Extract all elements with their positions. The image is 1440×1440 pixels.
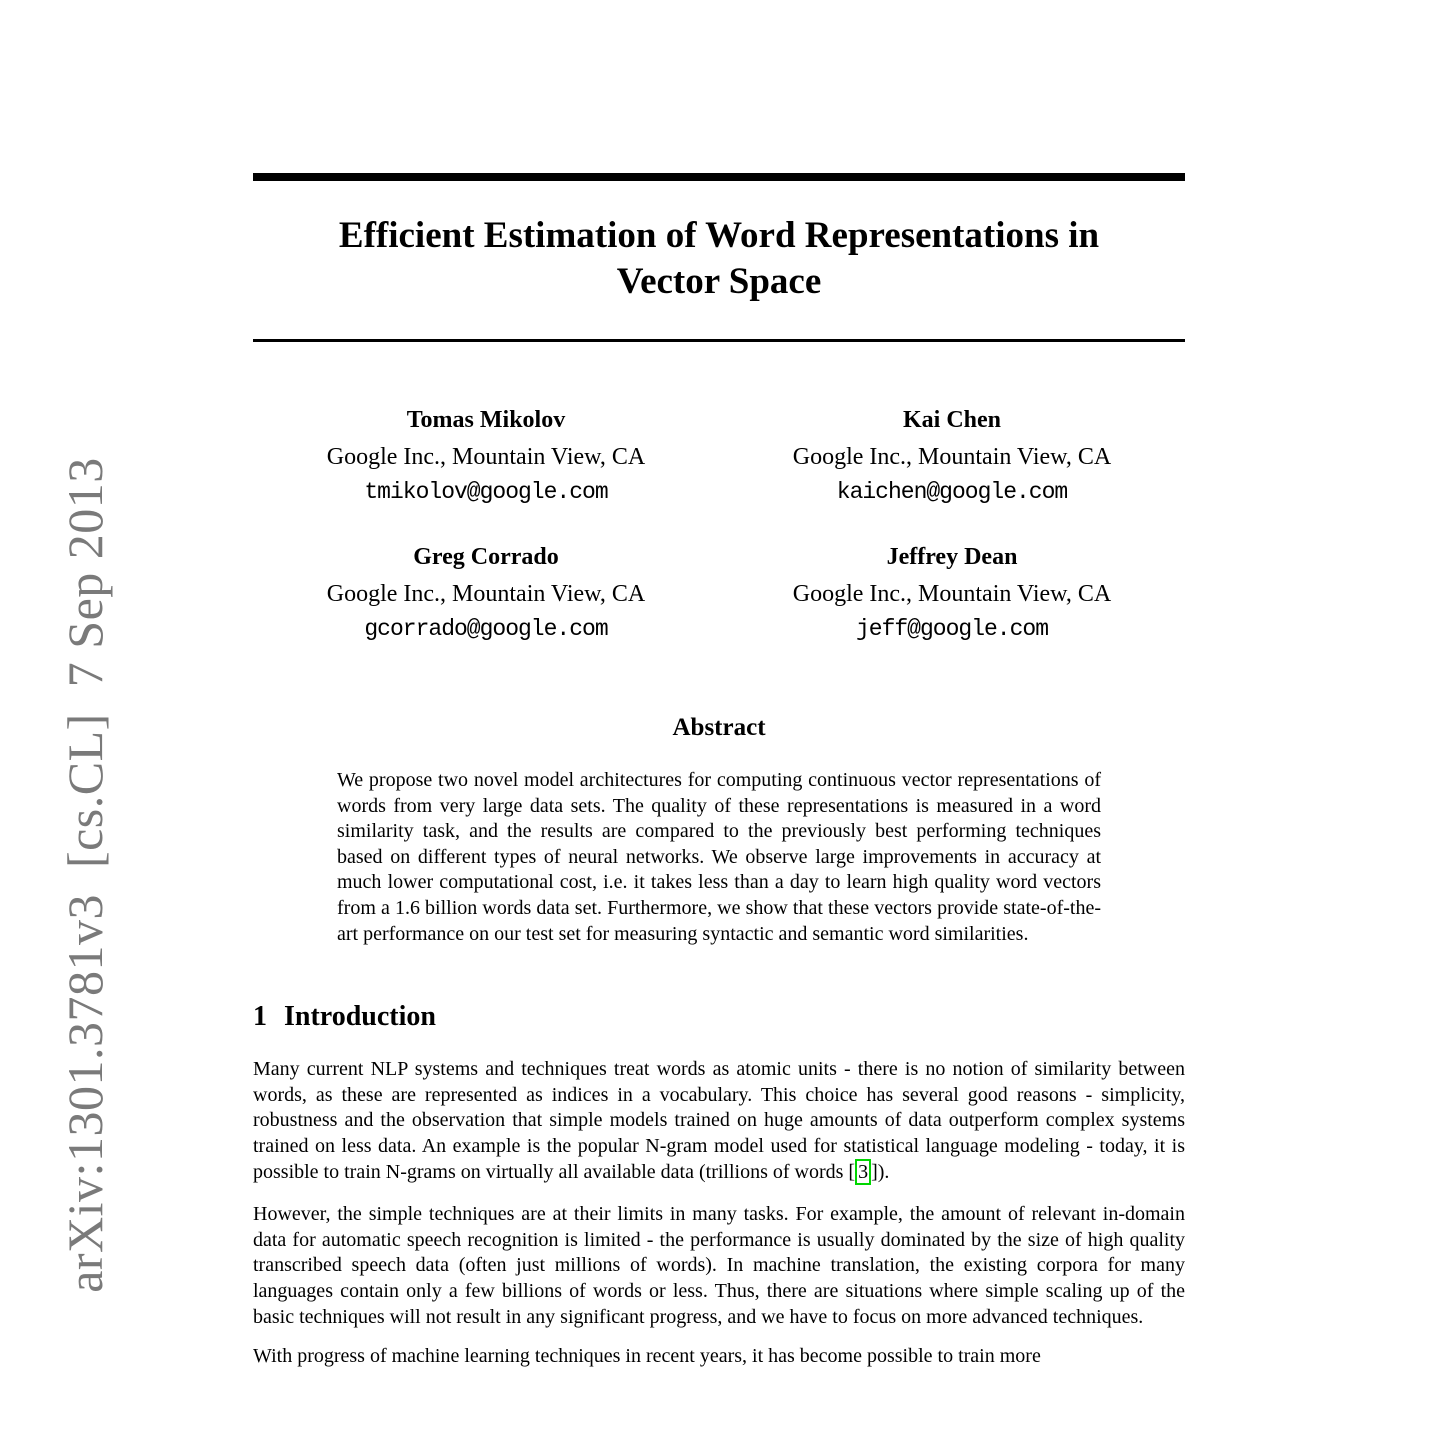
arxiv-watermark: arXiv:1301.3781v3 [cs.CL] 7 Sep 2013 <box>57 457 113 1293</box>
author-name: Tomas Mikolov <box>406 407 566 433</box>
author-block <box>253 543 719 642</box>
author-block <box>253 406 719 505</box>
author-email: gcorrado@google.com <box>364 616 608 642</box>
intro-paragraph-1-end: ]). <box>871 1160 890 1183</box>
author-block <box>719 406 1185 505</box>
author-name: Greg Corrado <box>413 544 559 570</box>
intro-paragraph-1 <box>253 1057 1185 1185</box>
author-affiliation: Google Inc., Mountain View, CA <box>326 444 646 470</box>
author-block <box>719 543 1185 642</box>
citation-link-3[interactable]: 3 <box>855 1159 871 1185</box>
author-block-grid <box>253 406 1185 642</box>
author-email: tmikolov@google.com <box>364 479 608 505</box>
abstract-heading: Abstract <box>672 714 766 741</box>
paper-title-line1: Efficient Estimation of Word Representations in <box>338 215 1100 256</box>
author-email: kaichen@google.com <box>836 479 1068 505</box>
paper-title <box>253 213 1185 305</box>
paper-content-column <box>253 0 1185 1370</box>
intro-paragraph-1-text: Many current NLP systems and techniques treat words as atomic units - there is no notion of similarity between words, as these are represented as indices in a vocabulary. This choice has several good reasons - simplicity, robustness and the observation that simple models trained on huge amounts of data outperform complex systems trained on less data. An example is the popular N-gram model used for statistical language modeling - today, it is possible to train N-grams on virtually all available data (trillions of words [ <box>253 1058 1185 1183</box>
section-number: 1 <box>253 1001 267 1033</box>
section-title: Introduction <box>284 1001 436 1033</box>
author-affiliation: Google Inc., Mountain View, CA <box>792 444 1112 470</box>
title-rule-top <box>253 173 1185 181</box>
title-rule-bottom <box>253 339 1185 342</box>
author-email: jeff@google.com <box>855 616 1049 642</box>
intro-paragraph-2: However, the simple techniques are at their limits in many tasks. For example, the amount of relevant in-domain data for automatic speech recognition is limited - the performance is usually dominated by the size of high quality transcribed speech data (often just millions of words). In machine translation, the existing corpora for many languages contain only a few billions of words or less. Thus, there are situations where simple scaling up of the basic techniques will not result in any significant progress, and we have to focus on more advanced techniques. <box>253 1203 1185 1328</box>
author-affiliation: Google Inc., Mountain View, CA <box>326 581 646 607</box>
abstract-text: We propose two novel model architectures for computing continuous vector representations of words from very large data sets. The quality of these representations is measured in a word similarity task, and the results are compared to the previously best performing techniques based on different types of neural networks. We observe large improvements in accuracy at much lower computational cost, i.e. it takes less than a day to learn high quality word vectors from a 1.6 billion words data set. Furthermore, we show that these vectors provide state-of-the-art performance on our test set for measuring syntactic and semantic word similarities. <box>337 769 1101 945</box>
author-name: Jeffrey Dean <box>886 544 1018 570</box>
paper-title-line2: Vector Space <box>616 261 822 302</box>
author-affiliation: Google Inc., Mountain View, CA <box>792 581 1112 607</box>
intro-paragraph-3: With progress of machine learning techniques in recent years, it has become possible to train more <box>253 1345 1041 1368</box>
section-heading-introduction <box>253 1001 1185 1033</box>
author-name: Kai Chen <box>902 407 1001 433</box>
